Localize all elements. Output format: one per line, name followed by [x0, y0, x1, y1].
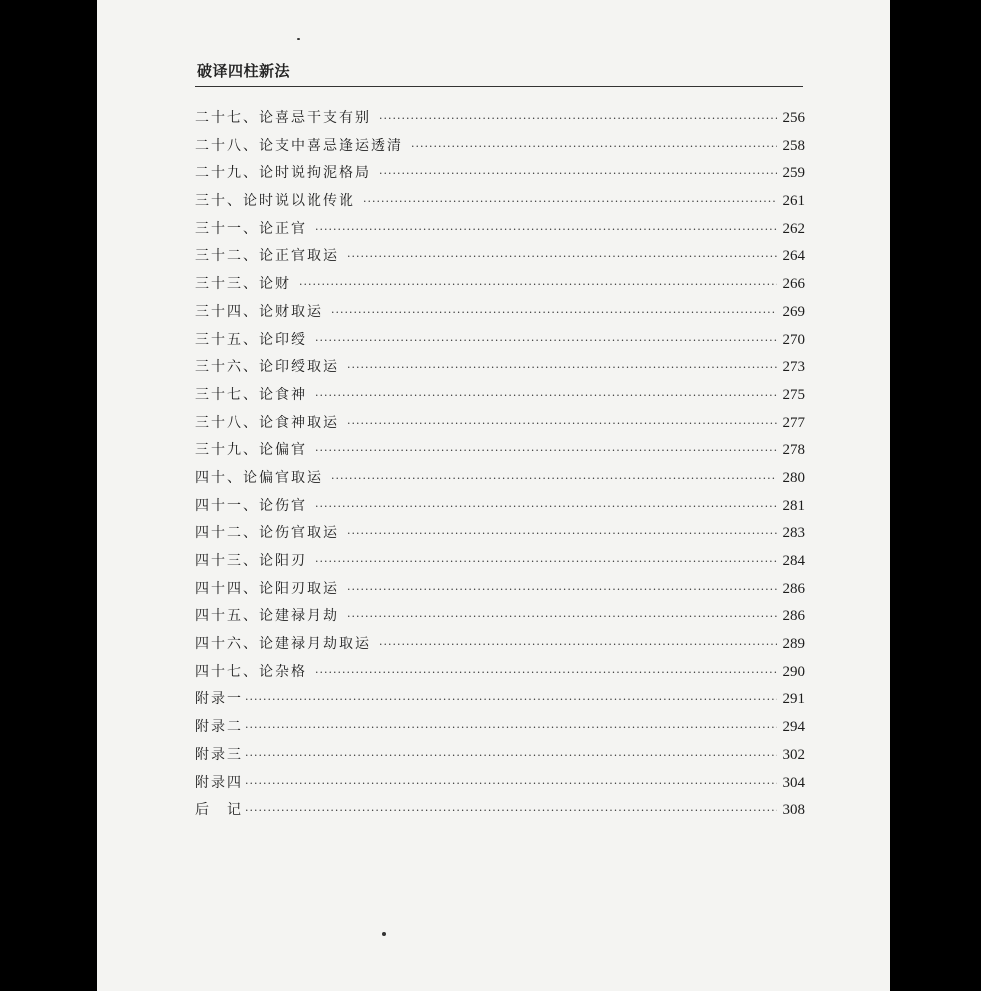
dot-leader — [245, 749, 777, 762]
dot-leader — [245, 693, 777, 706]
toc-entry-title: 三十、论时说以讹传讹 — [195, 193, 355, 210]
table-of-contents — [195, 107, 805, 827]
toc-entry-title: 四十、论偏官取运 — [195, 469, 323, 486]
toc-entry-title: 三十二、论正官取运 — [195, 248, 339, 265]
toc-entry-page: 261 — [782, 193, 805, 210]
toc-entry-title: 四十一、论伤官 — [195, 497, 307, 514]
print-speck — [297, 38, 300, 40]
dot-leader — [347, 527, 777, 540]
toc-entry — [195, 688, 805, 716]
toc-entry-title: 三十三、论财 — [195, 276, 291, 293]
toc-entry-page: 270 — [782, 331, 805, 348]
toc-entry-page: 277 — [782, 414, 805, 431]
toc-entry — [195, 162, 805, 190]
toc-entry — [195, 716, 805, 744]
toc-entry — [195, 190, 805, 218]
toc-entry-page: 294 — [782, 719, 805, 736]
toc-entry-title: 后 记 — [195, 802, 243, 819]
toc-entry-title: 三十七、论食神 — [195, 386, 307, 403]
toc-entry-title: 三十一、论正官 — [195, 220, 307, 237]
toc-entry — [195, 744, 805, 772]
dot-leader — [315, 334, 777, 347]
toc-entry-page: 256 — [782, 110, 805, 126]
book-page — [97, 0, 890, 991]
toc-entry-page: 286 — [782, 608, 805, 625]
toc-entry-page: 284 — [782, 553, 805, 569]
toc-entry-page: 275 — [782, 386, 805, 403]
toc-entry — [195, 329, 805, 357]
dot-leader — [331, 306, 777, 319]
dot-leader — [245, 721, 777, 734]
header-rule — [195, 86, 803, 87]
print-speck — [382, 932, 386, 936]
toc-entry-title: 四十四、论阳刃取运 — [195, 580, 339, 597]
toc-entry — [195, 578, 805, 606]
dot-leader — [245, 804, 777, 817]
toc-entry — [195, 107, 805, 135]
toc-entry-page: 280 — [782, 469, 805, 486]
toc-entry — [195, 301, 805, 329]
toc-entry-title: 四十五、论建禄月劫 — [195, 608, 339, 625]
toc-entry — [195, 356, 805, 384]
toc-entry-page: 264 — [782, 248, 805, 265]
toc-entry — [195, 799, 805, 827]
dot-leader — [315, 389, 777, 402]
toc-entry-page: 258 — [782, 137, 805, 154]
toc-entry — [195, 439, 805, 467]
dot-leader — [347, 417, 777, 430]
toc-entry — [195, 772, 805, 800]
dot-leader — [315, 500, 777, 513]
toc-entry — [195, 495, 805, 523]
dot-leader — [347, 250, 777, 263]
toc-entry-page: 302 — [782, 746, 805, 763]
toc-entry-title: 三十五、论印绶 — [195, 331, 307, 348]
toc-entry — [195, 273, 805, 301]
dot-leader — [347, 583, 777, 596]
dot-leader — [315, 666, 777, 679]
dot-leader — [315, 223, 777, 236]
toc-entry-page: 308 — [782, 802, 805, 819]
toc-entry — [195, 661, 805, 689]
toc-entry-page: 262 — [782, 220, 805, 237]
toc-entry-page: 283 — [782, 525, 805, 542]
toc-entry-title: 四十二、论伤官取运 — [195, 525, 339, 542]
toc-entry — [195, 633, 805, 661]
toc-entry-page: 269 — [782, 303, 805, 320]
toc-entry — [195, 135, 805, 163]
toc-entry-page: 291 — [782, 691, 805, 708]
toc-entry-title: 附录二 — [195, 719, 243, 736]
dot-leader — [411, 140, 777, 153]
toc-entry-title: 二十七、论喜忌干支有别 — [195, 110, 371, 126]
toc-entry — [195, 218, 805, 246]
toc-entry-page: 259 — [782, 165, 805, 182]
toc-entry-title: 附录三 — [195, 746, 243, 763]
toc-entry-title: 三十九、论偏官 — [195, 442, 307, 459]
toc-entry-title: 四十三、论阳刃 — [195, 553, 307, 569]
running-header-title: 破译四柱新法 — [197, 62, 291, 80]
toc-entry-title: 三十四、论财取运 — [195, 303, 323, 320]
dot-leader — [379, 167, 777, 180]
dot-leader — [363, 195, 777, 208]
toc-entry — [195, 550, 805, 578]
toc-entry — [195, 384, 805, 412]
dot-leader — [331, 472, 777, 485]
toc-entry — [195, 412, 805, 440]
dot-leader — [379, 638, 777, 651]
toc-entry-title: 三十六、论印绶取运 — [195, 359, 339, 376]
toc-entry-page: 281 — [782, 497, 805, 514]
toc-entry-title: 二十八、论支中喜忌逢运透清 — [195, 137, 403, 154]
toc-entry-title: 附录一 — [195, 691, 243, 708]
toc-entry-title: 四十七、论杂格 — [195, 663, 307, 680]
dot-leader — [347, 361, 777, 374]
dot-leader — [379, 112, 777, 125]
dot-leader — [347, 610, 777, 623]
dot-leader — [245, 777, 777, 790]
dot-leader — [299, 278, 777, 291]
toc-entry — [195, 522, 805, 550]
toc-entry-page: 273 — [782, 359, 805, 376]
toc-entry-page: 266 — [782, 276, 805, 293]
toc-entry-page: 286 — [782, 580, 805, 597]
toc-entry-page: 289 — [782, 636, 805, 653]
dot-leader — [315, 555, 777, 568]
toc-entry-title: 附录四 — [195, 774, 243, 791]
toc-entry-page: 304 — [782, 774, 805, 791]
toc-entry-title: 二十九、论时说拘泥格局 — [195, 165, 371, 182]
toc-entry-title: 三十八、论食神取运 — [195, 414, 339, 431]
toc-entry — [195, 467, 805, 495]
toc-entry — [195, 245, 805, 273]
toc-entry-title: 四十六、论建禄月劫取运 — [195, 636, 371, 653]
toc-entry — [195, 605, 805, 633]
dot-leader — [315, 444, 777, 457]
toc-entry-page: 290 — [782, 663, 805, 680]
toc-entry-page: 278 — [782, 442, 805, 459]
